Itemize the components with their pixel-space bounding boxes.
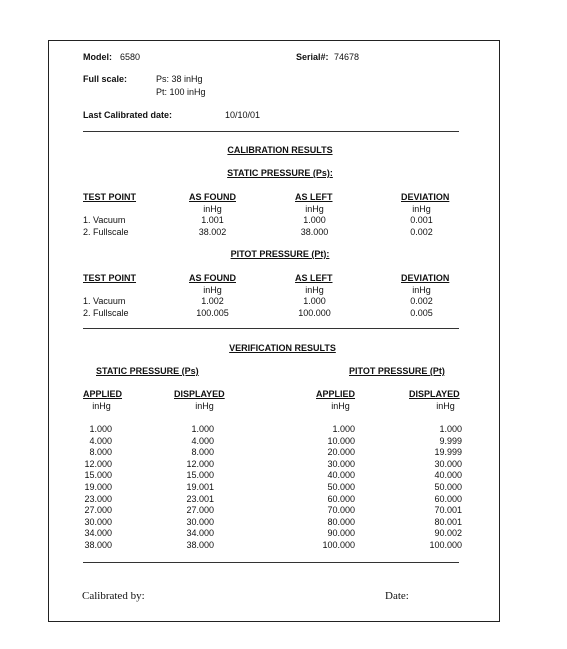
unit-left: inHg — [305, 285, 324, 295]
pitot-applied-value: 70.000 — [327, 505, 355, 516]
unit-left: inHg — [305, 204, 324, 214]
static-applied-header: APPLIED — [83, 389, 123, 399]
unit-found: inHg — [203, 285, 222, 295]
pitot-displayed-value: 50.000 — [434, 481, 462, 492]
divider — [83, 328, 459, 329]
static-applied-column — [62, 424, 112, 552]
pitot-applied-value: 40.000 — [327, 470, 355, 481]
pitot-applied-value: 80.000 — [327, 516, 355, 527]
static-displayed-value: 4.000 — [191, 435, 214, 446]
pitot-displayed-unit: inHg — [436, 401, 455, 411]
pitot-applied-value: 60.000 — [327, 493, 355, 504]
pitot-applied-header: APPLIED — [316, 389, 356, 399]
calibrated-by-label: Calibrated by: — [82, 590, 145, 602]
date-label: Date: — [385, 590, 409, 602]
pitot-row-dev: 0.002 — [410, 296, 433, 306]
model-value: 6580 — [120, 52, 141, 62]
serial-value: 74678 — [334, 52, 360, 62]
full-scale-ps: Ps: 38 inHg — [156, 74, 203, 84]
unit-dev: inHg — [412, 204, 431, 214]
pitot-applied-value: 20.000 — [327, 447, 355, 458]
static-applied-value: 1.000 — [89, 424, 112, 434]
static-applied-value: 4.000 — [89, 435, 112, 446]
static-displayed-value: 27.000 — [186, 505, 214, 516]
pitot-displayed-value: 60.000 — [434, 493, 462, 504]
pitot-row-dev: 0.005 — [410, 308, 433, 318]
pitot-applied-value: 50.000 — [327, 481, 355, 492]
verification-pitot-title: PITOT PRESSURE (Pt) — [349, 366, 445, 376]
static-row-dev: 0.002 — [410, 227, 433, 237]
verification-title: VERIFICATION RESULTS — [229, 343, 336, 353]
calibration-title: CALIBRATION RESULTS — [227, 145, 333, 155]
static-row-found: 38.002 — [198, 227, 227, 237]
static-row-found: 1.001 — [201, 215, 224, 225]
pitot-displayed-value: 1.000 — [439, 424, 462, 434]
pitot-applied-value: 30.000 — [327, 458, 355, 469]
pitot-displayed-value: 40.000 — [434, 470, 462, 481]
header-deviation: DEVIATION — [401, 192, 450, 202]
model-label: Model: — [83, 52, 112, 62]
pitot-applied-column — [305, 424, 355, 552]
pitot-applied-value: 1.000 — [332, 424, 355, 434]
static-applied-value: 38.000 — [84, 539, 112, 550]
static-applied-value: 12.000 — [84, 458, 112, 469]
serial-label: Serial#: — [296, 52, 329, 62]
divider — [83, 131, 459, 132]
static-row-left: 38.000 — [300, 227, 329, 237]
static-displayed-value: 12.000 — [186, 458, 214, 469]
pitot-applied-value: 10.000 — [327, 435, 355, 446]
header-test-point: TEST POINT — [83, 192, 137, 202]
static-row-dev: 0.001 — [410, 215, 433, 225]
static-displayed-value: 19.001 — [186, 481, 214, 492]
static-row-point: 2. Fullscale — [83, 227, 129, 237]
pitot-pressure-title: PITOT PRESSURE (Pt): — [230, 249, 330, 259]
unit-dev: inHg — [412, 285, 431, 295]
static-pressure-title: STATIC PRESSURE (Ps): — [227, 168, 333, 178]
pitot-row-found: 100.005 — [196, 308, 229, 318]
pitot-displayed-value: 100.000 — [429, 539, 462, 550]
header-as-found: AS FOUND — [189, 273, 236, 283]
header-deviation: DEVIATION — [401, 273, 450, 283]
static-displayed-value: 1.000 — [191, 424, 214, 434]
pitot-displayed-value: 90.002 — [434, 528, 462, 539]
static-applied-value: 19.000 — [84, 481, 112, 492]
static-applied-value: 15.000 — [84, 470, 112, 481]
pitot-displayed-value: 30.000 — [434, 458, 462, 469]
pitot-displayed-header: DISPLAYED — [409, 389, 460, 399]
pitot-displayed-value: 70.001 — [434, 505, 462, 516]
header-as-left: AS LEFT — [295, 192, 333, 202]
static-displayed-column — [164, 424, 214, 552]
pitot-displayed-value: 80.001 — [434, 516, 462, 527]
pitot-applied-value: 100.000 — [322, 539, 355, 550]
static-displayed-value: 30.000 — [186, 516, 214, 527]
static-displayed-value: 23.001 — [186, 493, 214, 504]
divider — [83, 562, 459, 563]
pitot-row-found: 1.002 — [201, 296, 224, 306]
header-as-left: AS LEFT — [295, 273, 333, 283]
pitot-displayed-column — [412, 424, 462, 552]
unit-found: inHg — [203, 204, 222, 214]
full-scale-pt: Pt: 100 inHg — [156, 87, 206, 97]
static-displayed-unit: inHg — [195, 401, 214, 411]
pitot-row-left: 100.000 — [298, 308, 331, 318]
pitot-displayed-value: 19.999 — [434, 447, 462, 458]
header-test-point: TEST POINT — [83, 273, 137, 283]
static-displayed-value: 34.000 — [186, 528, 214, 539]
static-displayed-value: 8.000 — [191, 447, 214, 458]
static-displayed-value: 15.000 — [186, 470, 214, 481]
pitot-row-left: 1.000 — [303, 296, 326, 306]
verification-static-title: STATIC PRESSURE (Ps) — [96, 366, 199, 376]
pitot-applied-unit: inHg — [331, 401, 350, 411]
pitot-row-point: 2. Fullscale — [83, 308, 129, 318]
static-applied-value: 8.000 — [89, 447, 112, 458]
last-cal-label: Last Calibrated date: — [83, 110, 173, 120]
header-as-found: AS FOUND — [189, 192, 236, 202]
static-displayed-value: 38.000 — [186, 539, 214, 550]
static-applied-value: 27.000 — [84, 505, 112, 516]
static-applied-unit: inHg — [92, 401, 111, 411]
full-scale-label: Full scale: — [83, 74, 128, 84]
pitot-applied-value: 90.000 — [327, 528, 355, 539]
pitot-displayed-value: 9.999 — [439, 435, 462, 446]
static-applied-value: 34.000 — [84, 528, 112, 539]
pitot-row-point: 1. Vacuum — [83, 296, 126, 306]
static-applied-value: 23.000 — [84, 493, 112, 504]
static-row-left: 1.000 — [303, 215, 326, 225]
static-applied-value: 30.000 — [84, 516, 112, 527]
static-row-point: 1. Vacuum — [83, 215, 126, 225]
last-cal-value: 10/10/01 — [225, 110, 261, 120]
static-displayed-header: DISPLAYED — [174, 389, 225, 399]
